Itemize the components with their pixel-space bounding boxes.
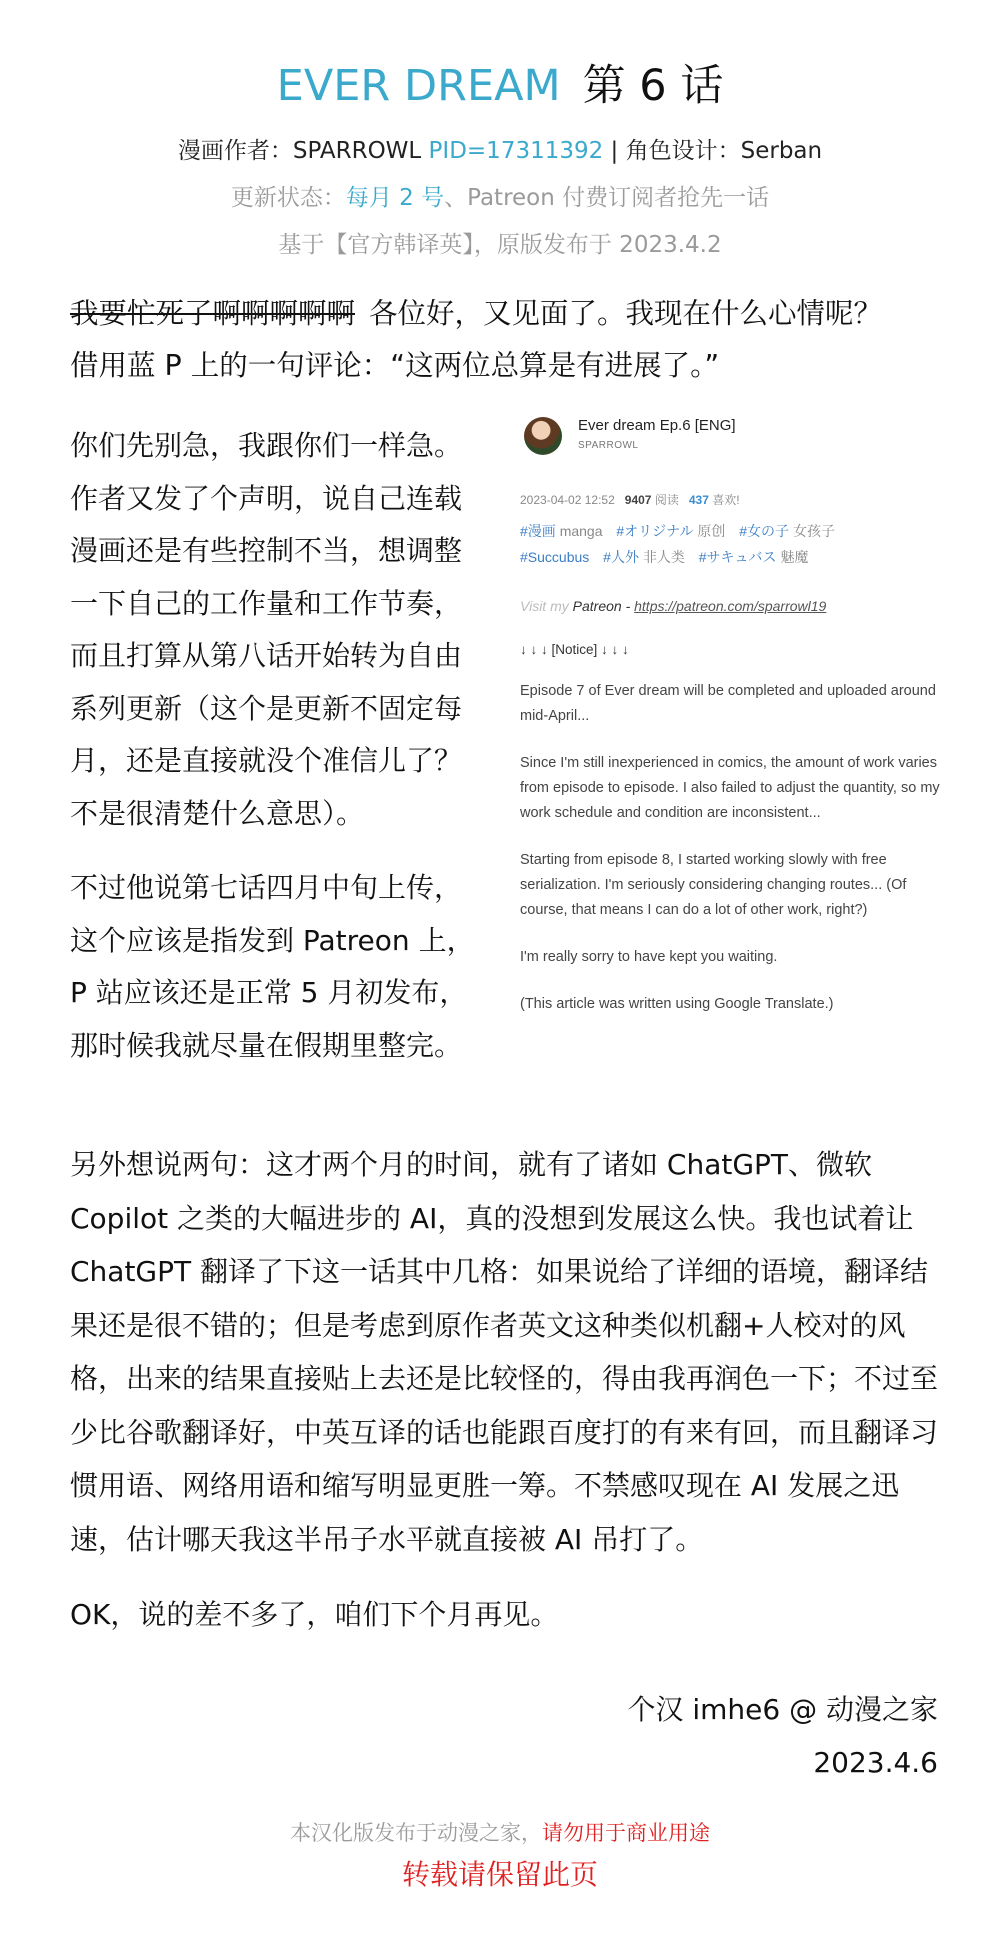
patreon-link[interactable]: https://patreon.com/sparrowl19 (634, 598, 827, 614)
author-avatar (524, 417, 562, 455)
footer-red: 请勿用于商业用途 (542, 1821, 710, 1845)
card-para-4: I'm really sorry to have kept you waiting. (520, 949, 778, 965)
view-label: 阅读 (654, 493, 679, 507)
like-label: 喜欢! (712, 493, 740, 507)
credit-line (0, 134, 1000, 168)
post-date: 2023-04-02 12:52 (520, 493, 615, 507)
tag[interactable]: #漫画 manga (520, 523, 603, 539)
update-prefix: 更新状态： (230, 185, 346, 211)
credit-prefix: 漫画作者：SPARROWL (177, 138, 429, 164)
card-author: SPARROWL (578, 440, 639, 451)
card-title: Ever dream Ep.6 [ENG] (578, 417, 736, 434)
card-para-5: (This article was written using Google Translate.) (520, 996, 834, 1012)
signature-name: 个汉 imhe6 @ 动漫之家 (627, 1693, 938, 1726)
signature-date: 2023.4.6 (813, 1746, 938, 1779)
notice-heading: ↓ ↓ ↓ [Notice] ↓ ↓ ↓ (520, 642, 629, 657)
update-highlight: 每月 2 号 (345, 185, 445, 211)
pid-link[interactable]: PID=17311392 (428, 138, 604, 164)
strike-text: 我要忙死了啊啊啊啊啊 (70, 297, 356, 330)
footer-notice (0, 1817, 1000, 1849)
visit-prefix: Visit my (520, 598, 573, 614)
bottom-section (70, 1138, 950, 1664)
title-cn: 第 6 话 (582, 61, 724, 111)
pixiv-screenshot-card (520, 415, 940, 1017)
credit-suffix: | 角色设计：Serban (603, 138, 823, 164)
intro-paragraph (70, 288, 940, 392)
visit-line (520, 598, 940, 614)
update-suffix: 、Patreon 付费订阅者抢先一话 (444, 185, 770, 211)
card-header (520, 415, 940, 471)
bottom-para-1: 另外想说两句：这才两个月的时间，就有了诸如 ChatGPT、微软 Copilot 之类的大幅进步的 AI，真的没想到发展这么快。我也试着让 ChatGPT 翻译了下这一话其中几格：如果说给了详细的语境，翻译结果还是很不错的；但是考虑到原作者英文这种类似机翻+人校对的风格，出来的结果直接贴上去还是比较怪的，得由我再润色一下；不过至少比谷歌翻译好，中英互译的话也能跟百度打的有来有回，而且翻译习惯用语、网络用语和缩写明显更胜一筹。不禁感叹现在 AI 发展之迅速，估计哪天我这半吊子水平就直接被 AI 吊打了。 (70, 1148, 939, 1556)
footer-grey: 本汉化版发布于动漫之家， (290, 1821, 542, 1845)
left-para-2: 不过他说第七话四月中旬上传，这个应该是指发到 Patreon 上，P 站应该还是正常 5 月初发布，那时候我就尽量在假期里整完。 (70, 871, 475, 1062)
page-title (0, 58, 1000, 114)
tag[interactable]: #Succubus (520, 549, 590, 565)
intro-line1: 各位好，又见面了。我现在什么心情呢？ (369, 297, 883, 330)
tag[interactable]: #女の子 女孩子 (739, 523, 835, 539)
visit-patreon: Patreon - (572, 598, 635, 614)
footer-repost-notice: 转载请保留此页 (401, 1858, 598, 1891)
left-column (70, 420, 480, 1094)
footer (0, 1817, 1000, 1895)
tag-list (520, 518, 900, 570)
left-para-1: 你们先别急，我跟你们一样急。作者又发了个声明，说自己连载漫画还是有些控制不当，想调整一下自己的工作量和工作节奏，而且打算从第八话开始转为自由系列更新（这个是更新不固定每月，还是直接就没个准信儿了？不是很清楚什么意思）。 (70, 429, 463, 830)
card-para-1: Episode 7 of Ever dream will be completed and uploaded around mid-April... (520, 683, 936, 724)
update-status-line (0, 181, 1000, 215)
card-stats (520, 491, 940, 508)
bottom-para-2: OK，说的差不多了，咱们下个月再见。 (70, 1598, 559, 1631)
tag[interactable]: #オリジナル 原创 (616, 523, 726, 539)
title-en: EVER DREAM (276, 61, 561, 111)
card-para-2: Since I'm still inexperienced in comics, the amount of work varies from episode to episode. I also failed to adjust the quantity, so my work schedule and condition are inconsistent... (520, 755, 940, 821)
source-line: 基于【官方韩译英】，原版发布于 2023.4.2 (278, 232, 722, 258)
view-count: 9407 (624, 493, 652, 507)
card-para-3: Starting from episode 8, I started working slowly with free serialization. I'm seriously considering changing routes... (Of course, that means I can do a lot of other work, right?) (520, 852, 907, 918)
signature (627, 1683, 938, 1789)
header (0, 58, 1000, 262)
intro-line2: 借用蓝 P 上的一句评论：“这两位总算是有进展了。” (70, 349, 720, 382)
like-count: 437 (688, 493, 709, 507)
tag[interactable]: #人外 非人类 (603, 549, 685, 565)
tag[interactable]: #サキュバス 魅魔 (698, 549, 809, 565)
